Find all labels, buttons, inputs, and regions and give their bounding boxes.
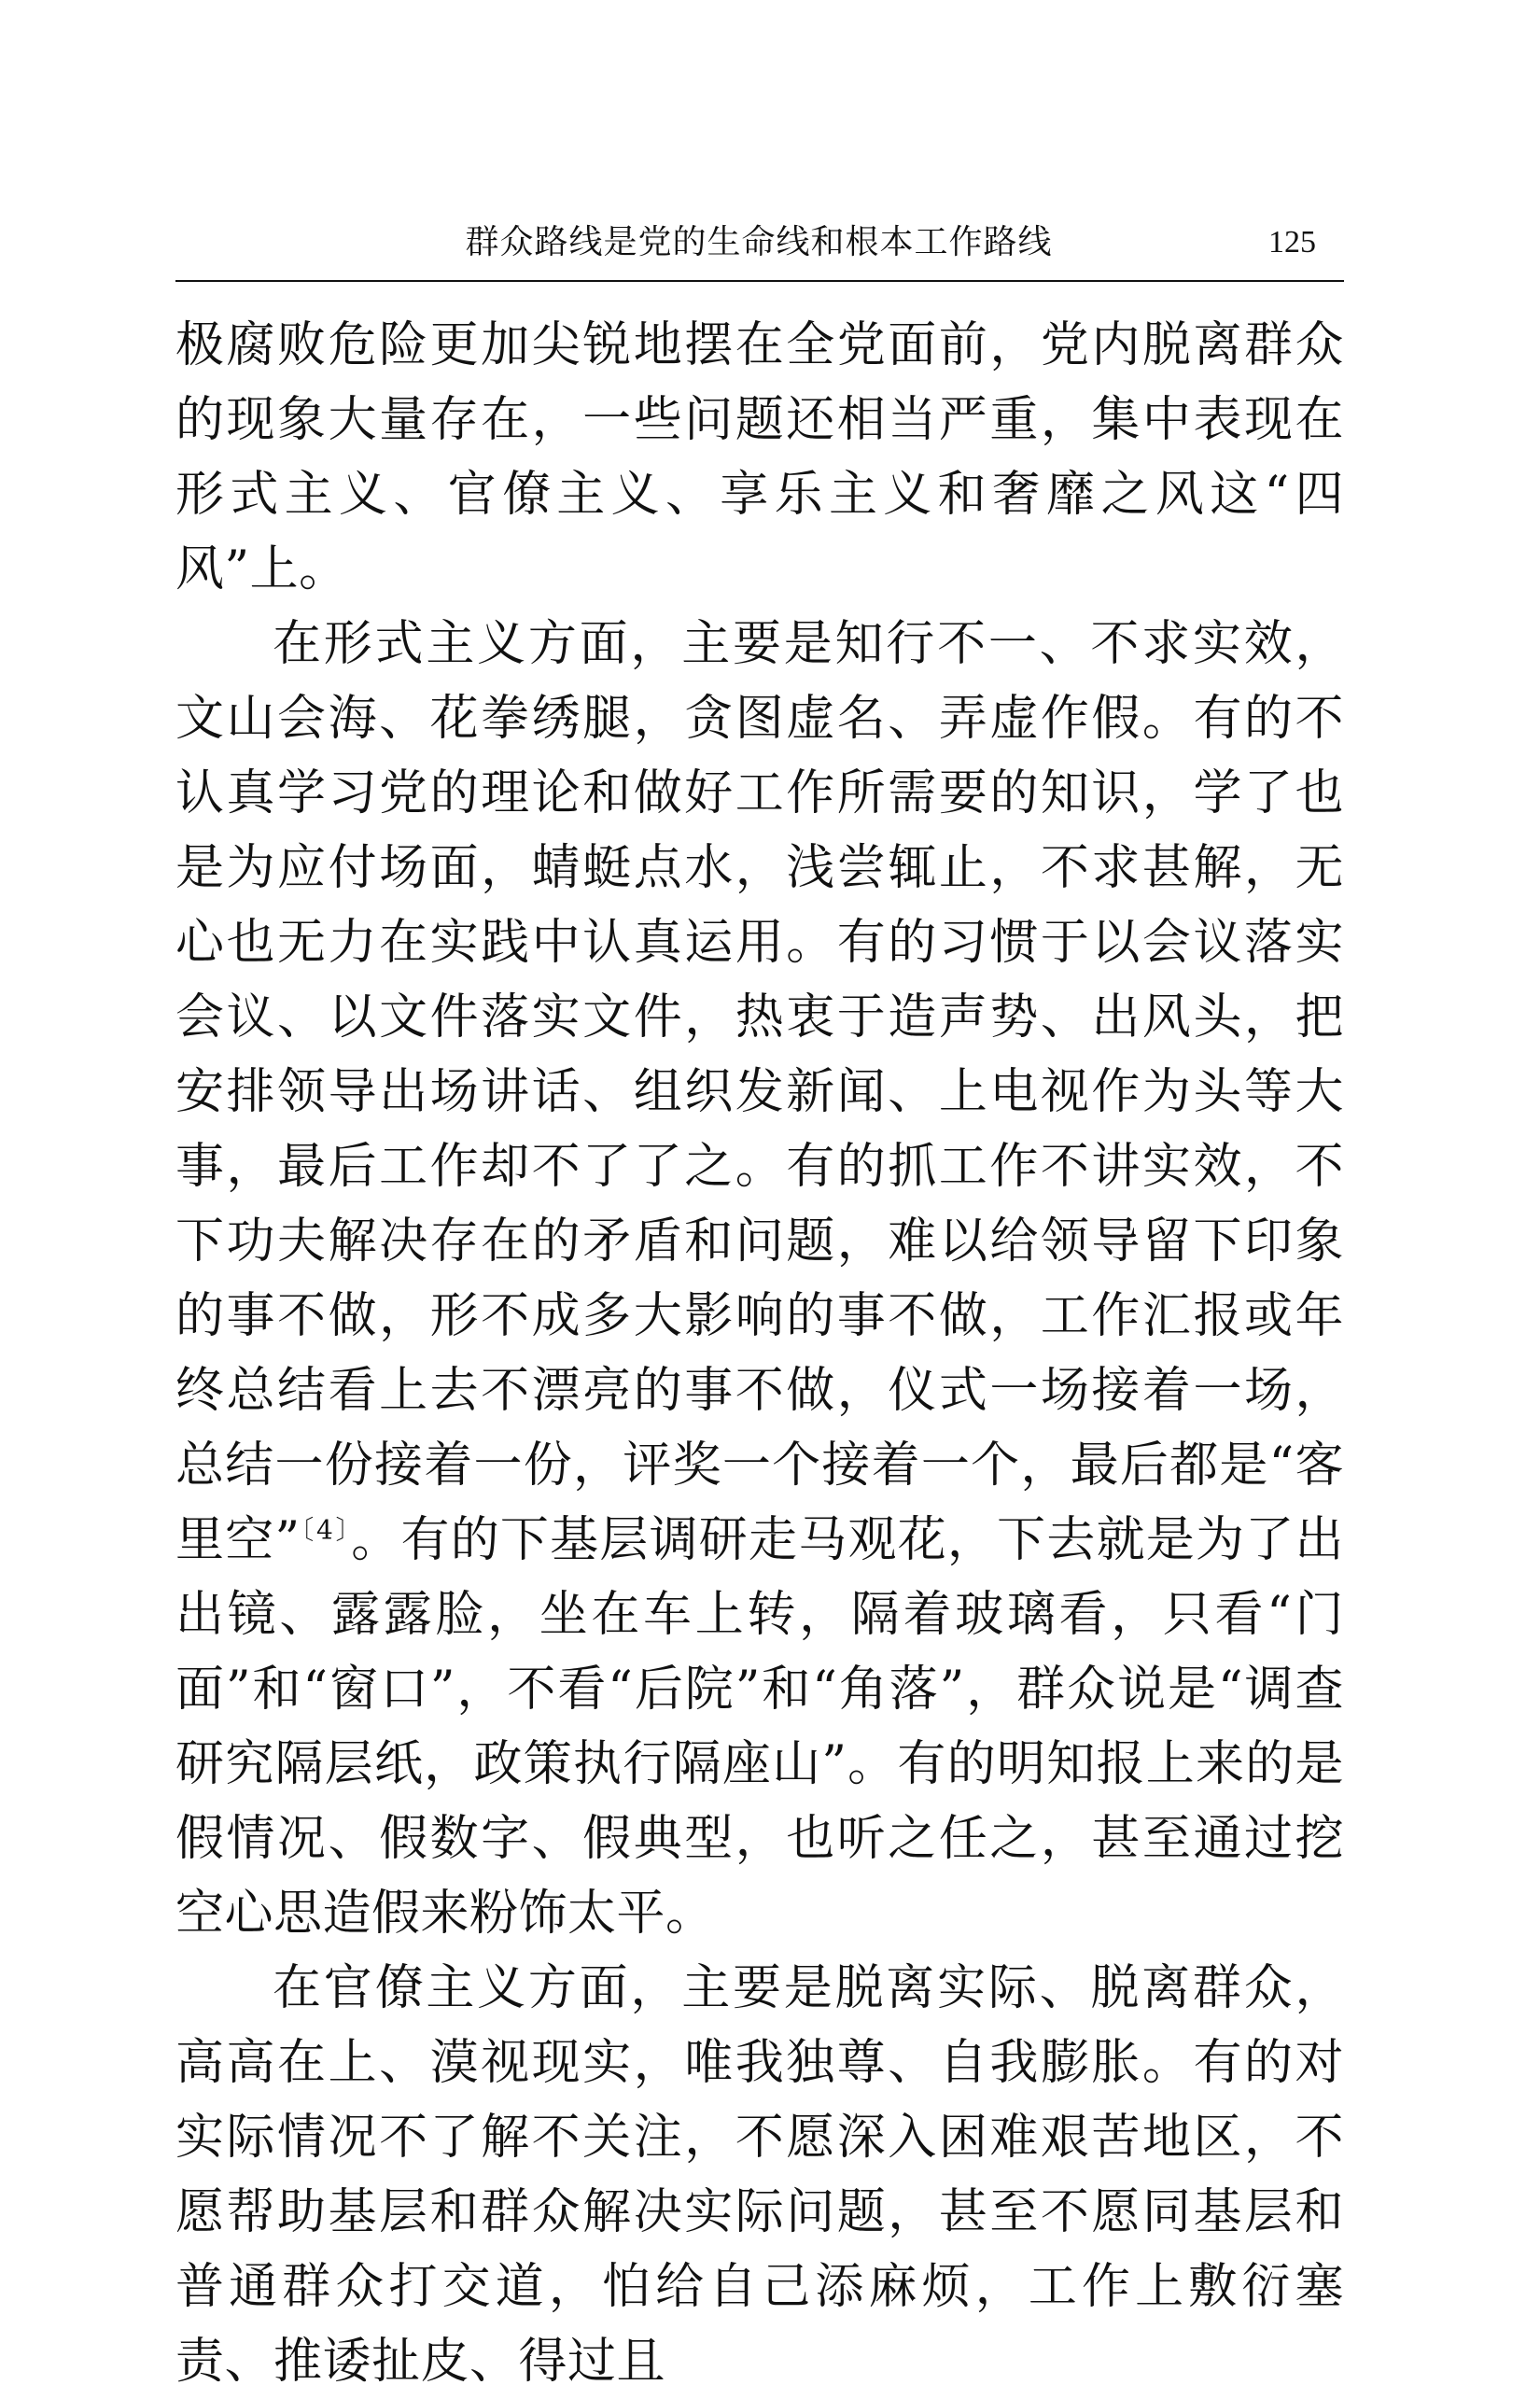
paragraph-text: 在官僚主义方面，主要是脱离实际、脱离群众，高高在上、漠视现实，唯我独尊、自我膨胀。有的对实际情况不了解不关注，不愿深入困难艰苦地区，不愿帮助基层和群众解决实际问题，甚至不愿同基层和普通群众打交道，怕给自己添麻烦，工作上敷衍塞责、推诿扯皮、得过且 bbox=[175, 1960, 1344, 2390]
paragraph-text-continued: 。有的下基层调研走马观花，下去就是为了出出镜、露露脸，坐在车上转，隔着玻璃看，只看“门面”和“窗口”，不看“后院”和“角落”，群众说是“调查研究隔层纸，政策执行隔座山”。有的明知报上来的是假情况、假数字、假典型，也听之任之，甚至通过挖空心思造假来粉饰太平。 bbox=[175, 1512, 1344, 1942]
running-header bbox=[175, 217, 1342, 276]
body-text bbox=[175, 308, 1344, 2399]
paragraph-bureaucratism bbox=[175, 1951, 1344, 2399]
paragraph-text: 在形式主义方面，主要是知行不一、不求实效，文山会海、花拳绣腿，贪图虚名、弄虚作假。有的不认真学习党的理论和做好工作所需要的知识，学了也是为应付场面，蜻蜓点水，浅尝辄止，不求甚解，无心也无力在实践中认真运用。有的习惯于以会议落实会议、以文件落实文件，热衷于造声势、出风头，把安排领导出场讲话、组织发新闻、上电视作为头等大事，最后工作却不了了之。有的抓工作不讲实效，不下功夫解决存在的矛盾和问题，难以给领导留下印象的事不做，形不成多大影响的事不做，工作汇报或年终总结看上去不漂亮的事不做，仪式一场接着一场，总结一份接着一份，评奖一个接着一个，最后都是“客里空” bbox=[175, 616, 1344, 1568]
paragraph-text: 极腐败危险更加尖锐地摆在全党面前，党内脱离群众的现象大量存在，一些问题还相当严重，集中表现在形式主义、官僚主义、享乐主义和奢靡之风这“四风”上。 bbox=[175, 317, 1344, 597]
page-number: 125 bbox=[1268, 225, 1316, 260]
running-title: 群众路线是党的生命线和根本工作路线 bbox=[465, 223, 1053, 261]
header-rule bbox=[175, 280, 1344, 282]
paragraph-continued bbox=[175, 308, 1344, 607]
footnote-reference: 〔4〕 bbox=[300, 1514, 352, 1546]
paragraph-formalism bbox=[175, 607, 1344, 1951]
